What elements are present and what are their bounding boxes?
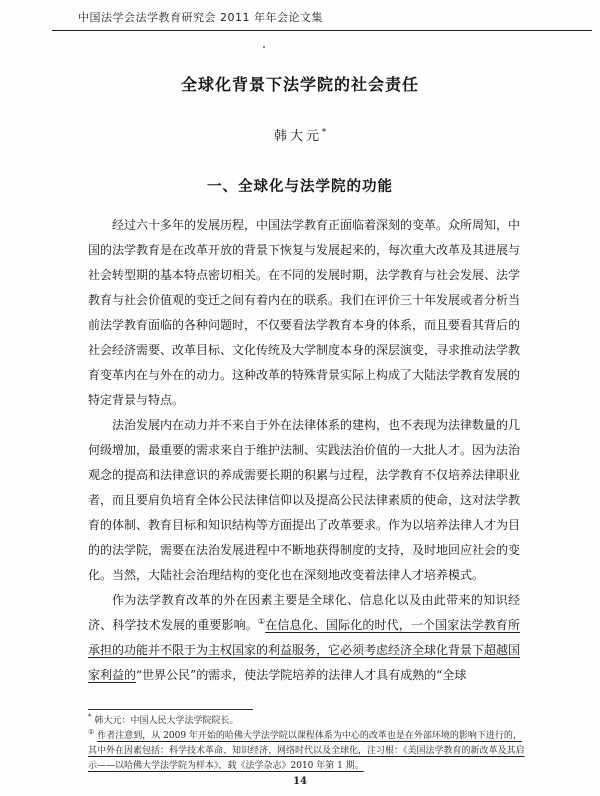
footnotes	[88, 714, 528, 774]
author-footnote-mark: *	[322, 127, 326, 137]
footnote-rule	[88, 709, 253, 710]
handwritten-underlined-passage: 在信息化、国际化的时代，一个国家法学教育所承担的功能并不限于为主权国家的利益服务，它必须考虑经济全球化背景下超越国家利益的	[88, 618, 521, 682]
section-heading: 一、全球化与法学院的功能	[207, 179, 393, 195]
footnote-2-text: 作者注意到，从 2009 年开始的哈佛大学法学院以课程体系为中心的改革也是在外部环境的影响下进行的，其中外在因素包括：科学技术革命、知识经济、网络时代以及全球化，注习根：《美国法学教育的新改革及其启示——以哈佛大学法学院为样本》，载《法学杂志》2010 年第 1 期。	[88, 731, 525, 771]
paragraph-3-end: “世界公民”的需求，使法学院培养的法律人才具有成熟的“全球	[136, 668, 467, 682]
footnote-2-mark: ①	[88, 728, 95, 736]
footnote-1	[88, 714, 528, 729]
author-line	[0, 125, 600, 144]
paragraph-2: 法治发展内在动力并不来自于外在法律体系的建构，也不表现为法律数量的几何级增加，最重要的需求来自于维护法制、实践法治价值的一大批人才。因为法治观念的提高和法律意识的养成需要长期的积累与过程，法学教育不仅培养法律职业者，而且要肩负培育全体公民法律信仰以及提高公民法律素质的使命，这对法学教育的体制、教育目标和知识结构等方面提出了改革要求。作为以培养法律人才为目的的法学院，需要在法治发展进程中不断地获得制度的支持，及时地回应社会的变化。当然，大陆社会治理结构的变化也在深刻地改变着法律人才培养模式。	[88, 418, 521, 582]
paragraph-1: 经过六十多年的发展历程，中国法学教育正面临着深刻的变革。众所周知，中国的法学教育是在改革开放的背景下恢复与发展起来的，每次重大改革及其进展与社会转型期的基本特点密切相关。在不同的发展时期，法学教育与社会发展、法学教育与社会价值观的变迁之间有着内在的联系。我们在评价三十年发展或者分析当前法学教育面临的各种问题时，不仅要看法学教育本身的体系，而且要看其背后的社会经济需要、改革目标、文化传统及大学制度本身的深层演变，寻求推动法学教育变革内在与外在的动力。这种改革的特殊背景实际上构成了大陆法学教育发展的特定背景与特点。	[88, 218, 521, 407]
body-text	[88, 213, 520, 688]
page-number: 14	[293, 776, 307, 787]
footnote-reference: ①	[257, 617, 266, 626]
header-rule	[52, 30, 592, 31]
author-name: 韩大元	[273, 129, 322, 144]
paragraph-3	[88, 588, 520, 688]
footnote-2	[88, 729, 528, 774]
footnote-1-mark: *	[88, 713, 92, 721]
scan-speck	[263, 46, 265, 48]
article-title: 全球化背景下法学院的社会责任	[180, 75, 419, 94]
paragraph-3-start: 作为法学教育改革的外在因素主要是全球化、信息化以及由此带来的知识经济、科学技术发展的重要影响。	[88, 593, 520, 632]
footnote-1-text: 韩大元：中国人民大学法学院院长。	[94, 716, 239, 726]
running-header: 中国法学会法学教育研究会 2011 年年会论文集	[78, 11, 323, 24]
